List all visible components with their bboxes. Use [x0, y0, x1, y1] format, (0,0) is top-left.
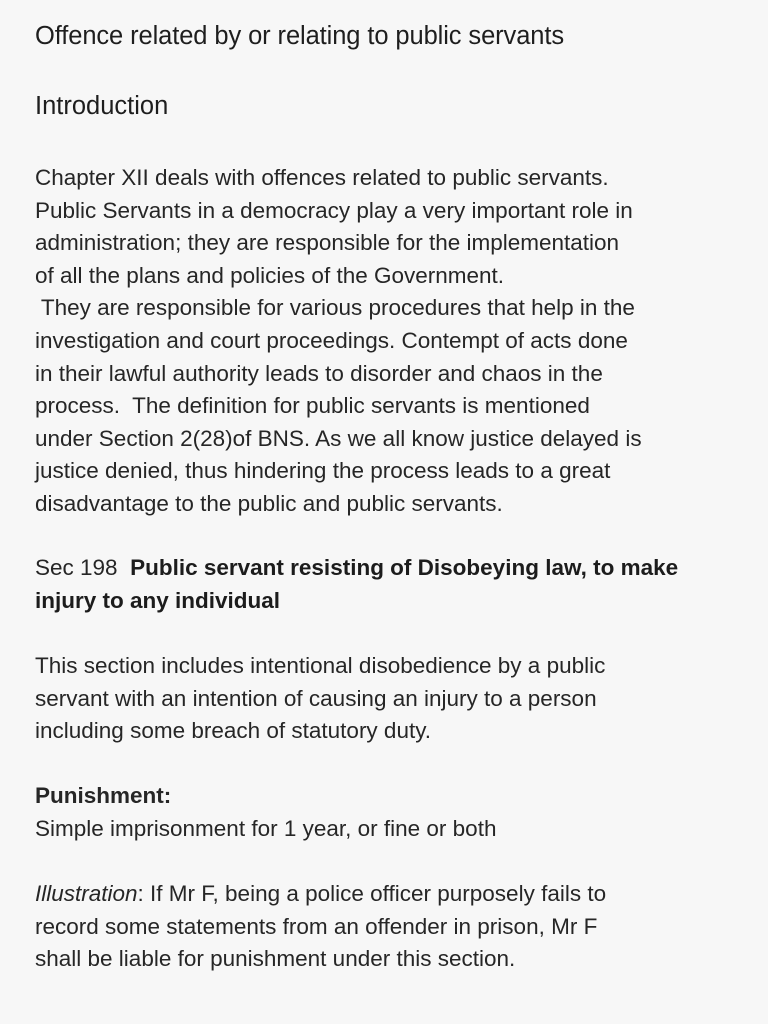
illustration-label: Illustration: [35, 881, 138, 906]
intro-line: They are responsible for various procedures that help in the: [35, 295, 635, 321]
illustration-block: [35, 878, 745, 976]
intro-line: Public Servants in a democracy play a very important role in: [35, 197, 633, 223]
section-description: [35, 650, 745, 748]
illustration-line: shall be liable for punishment under this section.: [35, 946, 516, 972]
intro-line: administration; they are responsible for the implementation: [35, 230, 620, 256]
illustration-line: : If Mr F, being a police officer purposely fails to: [137, 881, 607, 906]
punishment-text: Simple imprisonment for 1 year, or fine or both: [35, 815, 497, 841]
intro-line: in their lawful authority leads to disorder and chaos in the: [35, 360, 603, 386]
punishment-block: [35, 780, 745, 845]
intro-line: justice denied, thus hindering the process leads to a great: [35, 458, 611, 484]
punishment-label: Punishment:: [35, 783, 172, 808]
section-desc-line: This section includes intentional disobedience by a public: [35, 653, 606, 678]
document-title: Offence related by or relating to public servants: [35, 22, 565, 50]
section-heading: [35, 552, 745, 617]
intro-line: investigation and court proceedings. Contempt of acts done: [35, 327, 628, 353]
intro-line: process. The definition for public servants is mentioned: [35, 393, 590, 419]
intro-line: Chapter XII deals with offences related to public servants.: [35, 165, 609, 190]
intro-line: under Section 2(28)of BNS. As we all know justice delayed is: [35, 425, 642, 451]
section-number: Sec 198: [35, 555, 124, 580]
section-desc-line: including some breach of statutory duty.: [35, 718, 432, 744]
intro-line: disadvantage to the public and public servants.: [35, 490, 503, 516]
illustration-line: record some statements from an offender in prison, Mr F: [35, 913, 598, 939]
introduction-heading: Introduction: [35, 92, 169, 120]
section-title-continued: injury to any individual: [35, 587, 281, 613]
section-desc-line: servant with an intention of causing an injury to a person: [35, 685, 597, 711]
section-title: Public servant resisting of Disobeying law, to make: [130, 555, 679, 580]
introduction-paragraph: [35, 162, 745, 521]
intro-line: of all the plans and policies of the Government.: [35, 262, 505, 288]
